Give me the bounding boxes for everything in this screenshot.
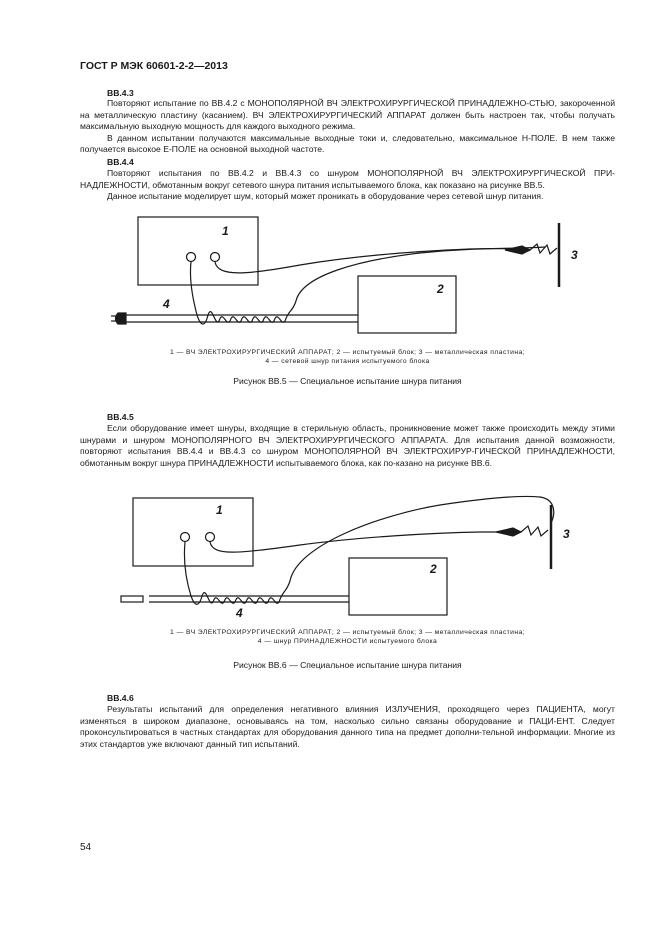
fig5-label-3: 3	[571, 248, 578, 262]
spark-icon	[530, 244, 557, 254]
fig6-label-2: 2	[430, 562, 437, 576]
spark-icon	[521, 526, 548, 536]
output-jack-right	[206, 533, 215, 542]
figure-bb5-legend	[80, 348, 615, 366]
section-bb45-text	[80, 423, 615, 469]
section-bb44-text	[80, 168, 615, 203]
figure-bb5-title: Рисунок ВВ.5 — Специальное испытание шнура питания	[233, 376, 462, 386]
document-header: ГОСТ Р МЭК 60601-2-2—2013	[80, 60, 228, 72]
section-bb46-text	[80, 704, 615, 750]
section-bb45-heading: ВВ.4.5	[107, 412, 134, 422]
electrode-handle-icon	[505, 246, 530, 254]
section-bb43-heading: ВВ.4.3	[107, 88, 134, 98]
section-bb43-text	[80, 98, 615, 156]
fig5-label-1: 1	[222, 224, 229, 238]
active-lead-wound	[184, 496, 553, 604]
output-jack-left	[181, 533, 190, 542]
fig6-label-1: 1	[216, 503, 223, 517]
section-bb43-p2: В данном испытании получаются максимальные выходные токи и, следовательно, максимальное H-ПОЛЕ. В нем также получается высокое E-ПОЛЕ на основной выходной частоте.	[80, 132, 615, 155]
fig6-label-4: 4	[236, 606, 243, 620]
section-bb44-p2: Данное испытание моделирует шум, который может проникать в оборудование через сетевой шнур питания.	[107, 191, 544, 202]
section-bb46-p1: Результаты испытаний для определения негативного влияния ИЗЛУЧЕНИЯ, проходящего через ПАЦИЕНТА, могут изменяться в широком диапазоне, основываясь на том, насколько сильно связаны оборудование и ПАЦИ-ЕНТ. Следует проконсультироваться в частных стандартах для оборудования данного типа на предмет дополни-тельной информации. Многие из этих стандартов уже включают данный тип испытаний.	[80, 704, 615, 749]
figure-bb5-legend-line1: 1 — ВЧ ЭЛЕКТРОХИРУРГИЧЕСКИЙ АППАРАТ; 2 — испытуемый блок; 3 — металлическая пластина;	[170, 349, 525, 356]
section-bb45-p1: Если оборудование имеет шнуры, входящие в стерильную область, проникновение может также происходить между этими шнурами и шнуром МОНОПОЛЯРНОГО ВЧ ЭЛЕКТРОХИРУРГИЧЕСКОГО АППАРАТА. Для испытания данной возможности, повторяют испытания ВВ.4.4 и ВВ.4.3 со шнуром МОНОПОЛЯРНОЙ ВЧ ЭЛЕКТРОХИРУР-ГИЧЕСКОЙ ПРИНАДЛЕЖНОСТИ, обмотанным вокруг шнура ПРИНАДЛЕЖНОСТИ испытываемого блока, как по-казано на рисунке ВВ.6.	[80, 423, 615, 468]
figure-bb6-legend	[80, 628, 615, 646]
figure-bb6-legend-line1: 1 — ВЧ ЭЛЕКТРОХИРУРГИЧЕСКИЙ АППАРАТ; 2 — испытуемый блок; 3 — металлическая пластина;	[170, 629, 525, 636]
cord-stub	[121, 596, 143, 602]
section-bb44-p1: Повторяют испытания по ВВ.4.2 и ВВ.4.3 со шнуром МОНОПОЛЯРНОЙ ВЧ ЭЛЕКТРОХИРУРГИЧЕСКОЙ ПРИ-НАДЛЕЖНОСТИ, обмотанным вокруг сетевого шнура питания испытываемого блока, как показано на рисунке ВВ.5.	[80, 168, 615, 190]
section-bb46-heading: ВВ.4.6	[107, 693, 134, 703]
return-lead	[210, 532, 518, 552]
fig5-label-4: 4	[163, 297, 170, 311]
figure-bb6-title: Рисунок ВВ.6 — Специальное испытание шнура питания	[233, 660, 462, 670]
fig5-label-2: 2	[437, 282, 444, 296]
output-jack-right	[211, 253, 220, 262]
figure-bb6-diagram	[0, 485, 661, 630]
section-bb44-heading: ВВ.4.4	[107, 157, 134, 167]
mains-plug-icon	[116, 313, 127, 324]
section-bb43-p1: Повторяют испытание по ВВ.4.2 с МОНОПОЛЯРНОЙ ВЧ ЭЛЕКТРОХИРУРГИЧЕСКОЙ ПРИНАДЛЕЖНО-СТЬЮ, закороченной на металлическую пластину (касанием). ВЧ ЭЛЕКТРОХИРУРГИЧЕСКИЙ АППАРАТ должен быть настроен так, чтобы получать максимальную выходную мощность для каждого выходного режима.	[80, 98, 615, 132]
electrode-handle-icon	[496, 528, 521, 536]
figure-bb5-legend-line2: 4 — сетевой шнур питания испытуемого блока	[265, 358, 430, 365]
hf-generator-box	[133, 498, 253, 566]
hf-generator-box	[138, 217, 258, 285]
output-jack-left	[187, 253, 196, 262]
figure-bb5-diagram	[0, 205, 661, 345]
page-number: 54	[80, 842, 92, 853]
figure-bb6-legend-line2: 4 — шнур ПРИНАДЛЕЖНОСТИ испытуемого блока	[257, 638, 438, 645]
fig6-label-3: 3	[563, 527, 570, 541]
